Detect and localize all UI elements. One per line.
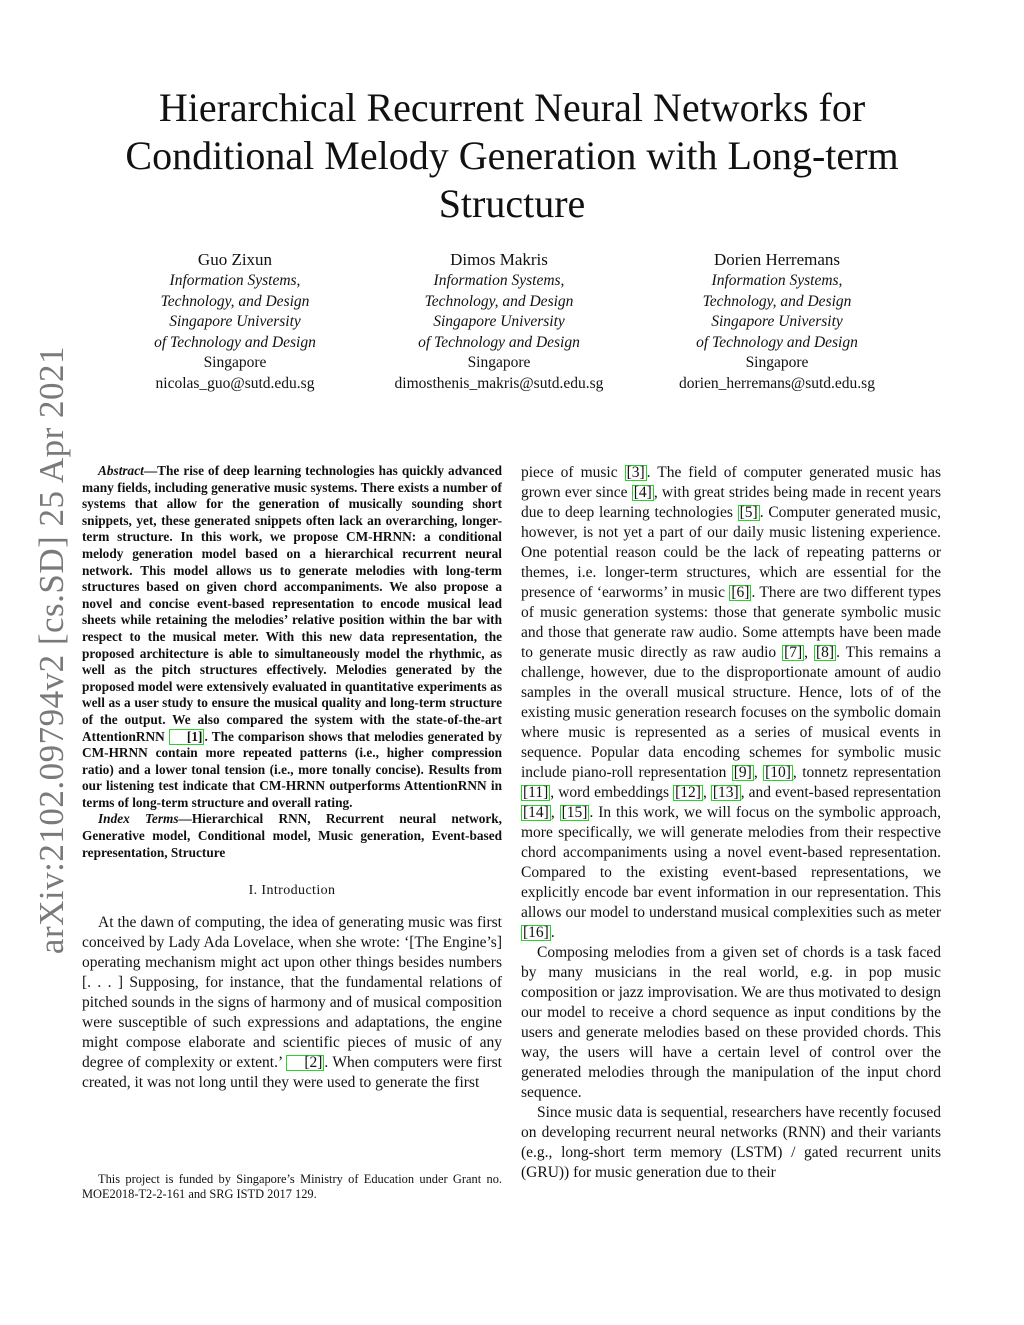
citation-link[interactable]: [13]	[712, 784, 739, 801]
paragraph-text: . There are two different types of music generation systems: those that generate symbolic music and those that generate raw audio. Some attempts have been made to generate music directly as raw audio	[521, 584, 941, 661]
index-terms-text: —Hierarchical RNN, Recurrent neural network, Generative model, Conditional model, Music generation, Event-based representation, Structure	[82, 811, 502, 860]
abstract	[82, 463, 502, 811]
author-1	[100, 249, 370, 394]
section-heading: I. Introduction	[248, 883, 336, 899]
paragraph-text: . When computers were first created, it was not long until they were used to generate the first	[82, 1054, 502, 1092]
body-paragraph: Composing melodies from a given set of chords is a task faced by many musicians in the real world, e.g. in pop music composition or jazz improvisation. We are thus motivated to design our model to receive a chord sequence as input conditions by the users and generate melodies based on these provided chords. This way, the users will have a certain level of control over the generated melodies through the manipulation of the input chord sequence.	[521, 944, 941, 1101]
author-country: Singapore	[467, 354, 531, 371]
citation-link[interactable]: [4]	[633, 484, 652, 501]
paragraph-text: . The field of computer generated music has grown ever since	[521, 464, 941, 501]
intro-paragraph	[82, 913, 502, 1093]
author-affiliation: Technology, and Design	[424, 292, 574, 310]
author-affiliation: Technology, and Design	[160, 292, 310, 310]
author-name: Dorien Herremans	[713, 250, 841, 269]
citation-link[interactable]: [12]	[675, 784, 701, 801]
author-affiliation: of Technology and Design	[154, 333, 316, 351]
citation-link[interactable]: [3]	[626, 464, 645, 481]
author-affiliation: Information Systems,	[711, 272, 843, 289]
citation-link[interactable]: [7]	[784, 644, 803, 661]
author-affiliation: Information Systems,	[433, 272, 565, 289]
author-affiliation: Singapore University	[169, 313, 301, 330]
paragraph-text: piece of music	[521, 464, 625, 481]
author-email[interactable]: dorien_herremans@sutd.edu.sg	[679, 374, 875, 392]
title-line-2: Conditional Melody Generation with Long-term	[125, 133, 899, 178]
author-3	[642, 249, 912, 394]
paragraph-text: ,	[753, 764, 764, 781]
paragraph-text: ,	[550, 804, 560, 821]
author-country: Singapore	[745, 354, 809, 371]
author-email[interactable]: dimosthenis_makris@sutd.edu.sg	[394, 374, 604, 392]
body-paragraph: Since music data is sequential, researchers have recently focused on developing recurrent neural networks (RNN) and their variants (e.g., long-short term memory (LSTM) / gated recurrent units (GRU)) for music generation due to their	[521, 1104, 941, 1181]
paragraph-text: . This remains a challenge, however, due to the disproportionate amount of audio samples in the overall musical structure. Hence, lots of of the existing music generation research focuses on the symbolic domain where music is represented as a series of musical events in sequence. Popular data encoding schemes for symbolic music include piano-roll representation	[521, 644, 942, 781]
abstract-text: —The rise of deep learning technologies has quickly advanced many fields, including generative music systems. There exists a number of systems that allow for the generation of musically sounding short snippets, yet, these generated snippets often lack an overarching, longer-term structure. In this work, we propose CM-HRNN: a conditional melody generation model based on a hierarchical recurrent neural network. This model allows us to generate melodies with long-term structures based on given chord accompaniments. We also propose a novel and concise event-based representation to encode musical lead sheets while retaining the melodies’ relative position within the bar with respect to the musical meter. With this new data representation, the proposed architecture is able to simultaneously model the rhythmic, as well as the pitch structures effectively. Melodies generated by the proposed model were extensively evaluated in quantitative experiments as well as a user study to ensure the musical quality and long-term structure of the output. We also compared the system with the state-of-the-art AttentionRNN	[82, 463, 502, 744]
citation-link[interactable]: [2]	[286, 1055, 324, 1071]
author-affiliation: Technology, and Design	[702, 292, 852, 310]
paragraph-text: . Computer generated music, however, is not yet a part of our daily music listening experience. One potential reason could be the lack of repeating patterns or themes, i.e. longer-term structures, which are essential for the presence of ‘earworms’ in music	[521, 504, 941, 601]
author-affiliation: Information Systems,	[169, 272, 301, 289]
author-country: Singapore	[203, 354, 267, 371]
funding-footnote: This project is funded by Singapore’s Ministry of Education under Grant no. MOE2018-T2-2-161 and SRG ISTD 2017 129.	[82, 1172, 502, 1201]
citation-link[interactable]: [15]	[561, 804, 588, 821]
paragraph-text: , word embeddings	[550, 784, 674, 801]
citation-link[interactable]: [11]	[523, 784, 549, 801]
author-email[interactable]: nicolas_guo@sutd.edu.sg	[155, 374, 315, 392]
title-line-3: Structure	[438, 181, 586, 226]
author-affiliation: Singapore University	[433, 313, 565, 330]
paragraph-text: , and event-based representation	[740, 784, 941, 801]
arxiv-identifier: arXiv:2102.09794v2 [cs.SD] 25 Apr 2021	[32, 345, 71, 955]
paragraph-text: ,	[702, 784, 711, 801]
author-affiliation: of Technology and Design	[418, 333, 580, 351]
paragraph-text: ,	[804, 644, 814, 661]
paper-title	[100, 84, 924, 228]
citation-link[interactable]: [6]	[731, 584, 750, 601]
index-terms-label: Index Terms	[98, 811, 179, 827]
author-affiliation: of Technology and Design	[696, 333, 858, 351]
citation-link[interactable]: [9]	[733, 764, 752, 781]
abstract-text: . The comparison shows that melodies generated by CM-HRNN contain more repeated patterns (i.e., higher compression ratio) and a lower tonal tension (i.e., more tonally concise). Results from our listening test indicate that CM-HRNN outperforms AttentionRNN in terms of long-term structure and overall rating.	[82, 728, 502, 810]
author-name: Dimos Makris	[450, 250, 548, 269]
citation-link[interactable]: [10]	[765, 764, 791, 781]
author-name: Guo Zixun	[197, 250, 273, 269]
citation-link[interactable]: [16]	[523, 924, 549, 941]
intro-paragraph-continued	[521, 463, 941, 943]
right-column	[521, 463, 941, 1183]
paragraph-text: . In this work, we will focus on the symbolic approach, more specifically, we will generate melodies from their respective chord accompaniments using a novel event-based representation. Compared to the existing event-based representations, we explicitly encode bar event information in our representation. This allows our model to understand musical complexities such as meter	[521, 804, 941, 921]
paragraph-text: , tonnetz representation	[792, 764, 942, 781]
citation-link[interactable]: [14]	[523, 804, 549, 821]
title-line-1: Hierarchical Recurrent Neural Networks for	[158, 85, 866, 130]
paragraph-text: At the dawn of computing, the idea of generating music was first conceived by Lady Ada Lovelace, when she wrote: ‘[The Engine’s] operating mechanism might act upon other things besides numbers [. . . ] Supposing, for instance, that the fundamental relations of pitched sounds in the signs of harmony and of musical composition were susceptible of such expressions and adaptations, the engine might compose elaborate and scientific pieces of music of any degree of complexity or extent.’	[82, 914, 502, 1072]
citation-link[interactable]: [1]	[169, 729, 205, 745]
author-2	[364, 249, 634, 394]
author-affiliation: Singapore University	[711, 313, 843, 330]
citation-link[interactable]: [8]	[816, 644, 835, 661]
citation-link[interactable]: [5]	[739, 504, 758, 521]
paragraph-text: .	[550, 924, 555, 941]
index-terms	[82, 811, 502, 861]
paragraph-text: , with great strides being made in recent years due to deep learning technologies	[521, 484, 942, 521]
abstract-label: Abstract	[98, 463, 144, 478]
left-column	[82, 463, 502, 1093]
